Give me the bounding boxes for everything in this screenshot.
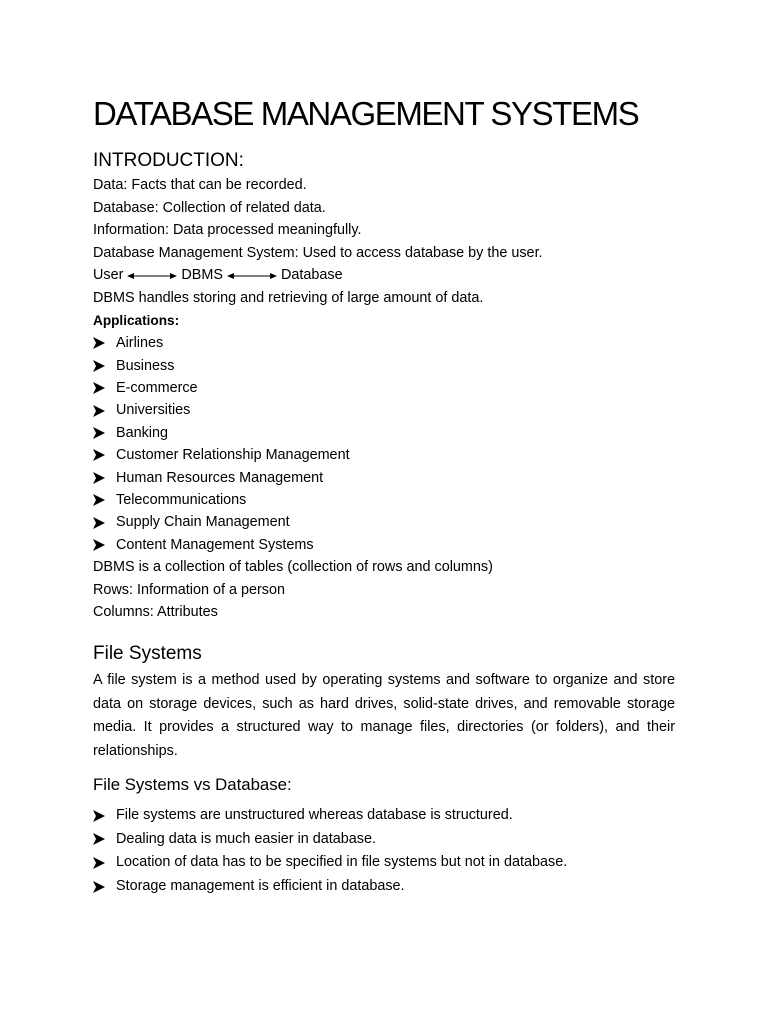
list-item [93,422,675,444]
user-dbms-database-flow [93,264,675,287]
applications-label: Applications: [93,312,180,328]
arrowhead-bullet-icon [93,360,105,372]
definition-information: Information: Data processed meaningfully. [93,222,362,239]
tables-definition: DBMS is a collection of tables (collection of rows and columns) [93,559,493,576]
comparison-heading: File Systems vs Database: [93,775,292,794]
definition-database: Database: Collection of related data. [93,199,326,216]
applications-list [93,332,675,556]
list-item-label: Storage management is efficient in database. [116,877,405,894]
flow-dbms-label: DBMS [181,267,223,284]
introduction-heading: INTRODUCTION: [93,150,244,171]
comparison-list [93,804,675,898]
double-headed-arrow-icon [127,271,177,281]
dbms-handles-line: DBMS handles storing and retrieving of large amount of data. [93,289,484,306]
columns-definition: Columns: Attributes [93,604,218,621]
arrowhead-bullet-icon [93,449,105,461]
definition-data: Data: Facts that can be recorded. [93,177,307,193]
document-page [93,90,675,898]
flow-user-label: User [93,267,124,284]
list-item [93,489,675,511]
list-item-label: Telecommunications [116,492,247,508]
arrowhead-bullet-icon [93,881,105,893]
list-item-label: Banking [116,424,169,441]
arrowhead-bullet-icon [93,517,105,529]
list-item [93,804,675,828]
list-item [93,399,675,421]
list-item [93,828,675,852]
arrowhead-bullet-icon [93,382,105,394]
list-item [93,444,675,466]
list-item-label: Dealing data is much easier in database. [116,830,376,847]
list-item-label: Supply Chain Management [116,514,290,531]
file-systems-heading: File Systems [93,643,202,664]
list-item [93,511,675,533]
arrowhead-bullet-icon [93,494,105,506]
definition-dbms: Database Management System: Used to access database by the user. [93,244,543,261]
flow-database-label: Database [280,267,343,284]
arrowhead-bullet-icon [93,337,105,349]
list-item-label: Business [116,357,175,374]
arrowhead-bullet-icon [93,857,105,869]
file-systems-paragraph: A file system is a method used by operating systems and software to organize and store data on storage devices, such as hard drives, solid-state drives, and removable storage media. It provides a structured way to manage files, directories (or folders), and their relationships. [93,672,675,759]
rows-definition: Rows: Information of a person [93,581,285,598]
double-headed-arrow-icon [227,271,277,281]
list-item-label: Customer Relationship Management [116,447,350,464]
list-item-label: File systems are unstructured whereas database is structured. [116,807,513,823]
arrowhead-bullet-icon [93,539,105,551]
arrowhead-bullet-icon [93,427,105,439]
list-item-label: Location of data has to be specified in file systems but not in database. [116,854,568,871]
arrowhead-bullet-icon [93,810,105,822]
list-item-label: Airlines [116,335,164,352]
list-item [93,534,675,556]
arrowhead-bullet-icon [93,833,105,845]
list-item [93,851,675,875]
list-item [93,355,675,377]
arrowhead-bullet-icon [93,472,105,484]
list-item-label: Universities [116,402,191,419]
list-item [93,875,675,899]
list-item-label: Human Resources Management [116,469,324,486]
document-title: DATABASE MANAGEMENT SYSTEMS [93,95,639,132]
list-item-label: Content Management Systems [116,536,314,553]
list-item [93,377,675,399]
list-item [93,332,675,354]
list-item-label: E-commerce [116,379,198,396]
list-item [93,467,675,489]
arrowhead-bullet-icon [93,405,105,417]
